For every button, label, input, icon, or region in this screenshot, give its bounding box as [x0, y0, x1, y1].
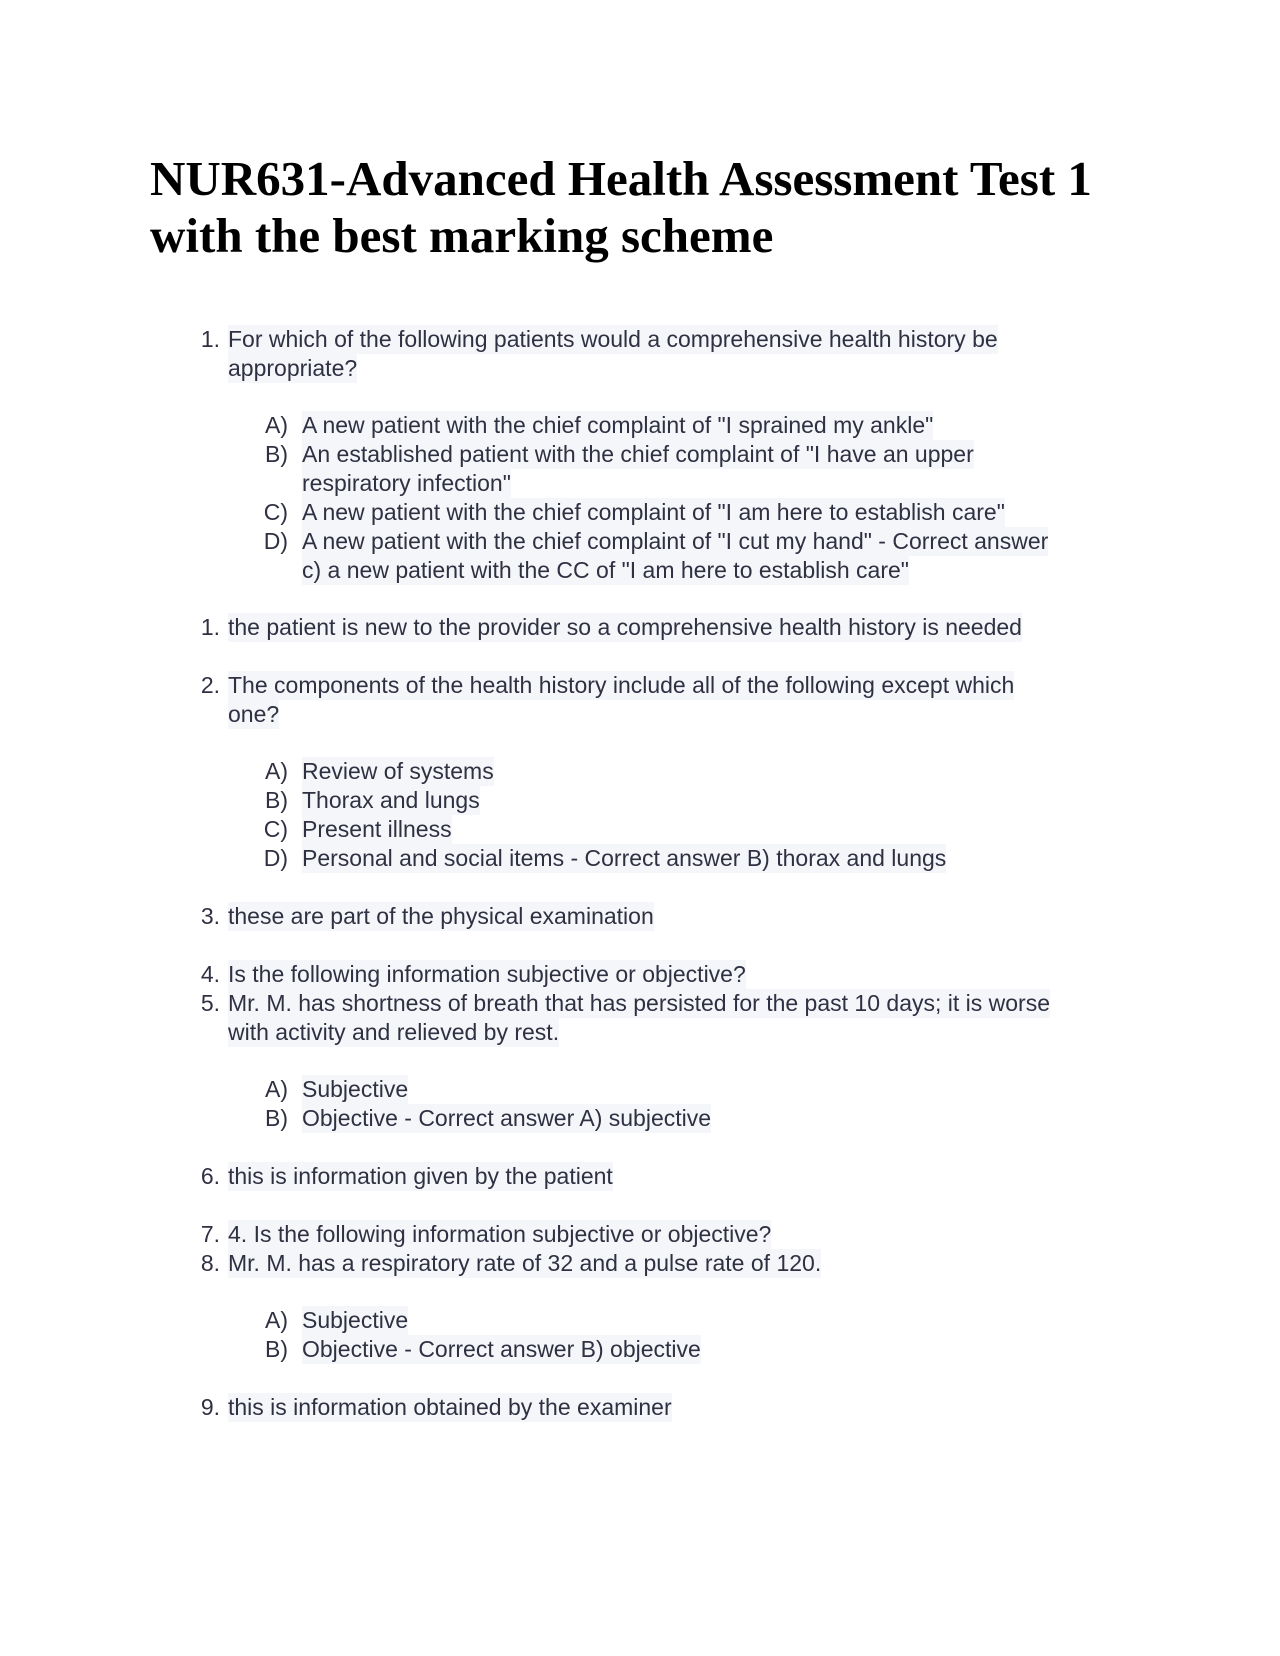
list-marker: 1. [200, 614, 220, 640]
document-title [150, 150, 1130, 264]
option-text: c) a new patient with the CC of "I am here to establish care" [302, 557, 909, 583]
option-marker: A) [265, 412, 288, 438]
option-text: A new patient with the chief complaint of "I am here to establish care" [302, 499, 1005, 525]
option-text: Subjective [302, 1307, 409, 1333]
list-marker: 6. [200, 1163, 220, 1189]
option-text: respiratory infection" [302, 470, 511, 496]
question-text: Mr. M. has shortness of breath that has persisted for the past 10 days; it is worse [228, 990, 1051, 1016]
option-marker: B) [265, 787, 288, 813]
option-marker: C) [263, 499, 288, 525]
option-text: Subjective [302, 1076, 409, 1102]
title-line-1: NUR631-Advanced Health Assessment Test 1 [150, 151, 1092, 206]
option-marker: B) [265, 1336, 288, 1362]
list-marker: 5. [200, 990, 220, 1016]
title-line-2: with the best marking scheme [150, 208, 774, 263]
list-marker: 8. [200, 1250, 220, 1276]
question-text: 4. Is the following information subjective or objective? [228, 1221, 772, 1247]
question-text: The components of the health history include all of the following except which [228, 672, 1015, 698]
option-marker: A) [265, 758, 288, 784]
question-text: with activity and relieved by rest. [228, 1019, 560, 1045]
option-marker: C) [263, 816, 288, 842]
option-text: Objective - Correct answer A) subjective [302, 1105, 712, 1131]
option-marker: B) [265, 441, 288, 467]
option-marker: D) [263, 528, 288, 554]
option-marker: D) [263, 845, 288, 871]
question-text: appropriate? [228, 355, 358, 381]
option-text: Thorax and lungs [302, 787, 480, 813]
option-text: Personal and social items - Correct answer B) thorax and lungs [302, 845, 947, 871]
list-marker: 4. [200, 961, 220, 987]
list-marker: 9. [200, 1394, 220, 1420]
list-marker: 1. [200, 326, 220, 352]
option-text: A new patient with the chief complaint of "I cut my hand" - Correct answer [302, 528, 1049, 554]
rationale-text: this is information obtained by the examiner [228, 1394, 672, 1420]
question-text: Mr. M. has a respiratory rate of 32 and a pulse rate of 120. [228, 1250, 822, 1276]
option-marker: A) [265, 1307, 288, 1333]
question-text: For which of the following patients would a comprehensive health history be [228, 326, 998, 352]
option-marker: B) [265, 1105, 288, 1131]
list-marker: 7. [200, 1221, 220, 1247]
rationale-text: these are part of the physical examination [228, 903, 654, 929]
question-text: one? [228, 701, 280, 727]
rationale-text: this is information given by the patient [228, 1163, 613, 1189]
list-marker: 3. [200, 903, 220, 929]
option-marker: A) [265, 1076, 288, 1102]
option-text: Review of systems [302, 758, 494, 784]
option-text: Objective - Correct answer B) objective [302, 1336, 701, 1362]
rationale-text: the patient is new to the provider so a comprehensive health history is needed [228, 614, 1022, 640]
list-marker: 2. [200, 672, 220, 698]
option-text: A new patient with the chief complaint of "I sprained my ankle" [302, 412, 934, 438]
option-text: Present illness [302, 816, 452, 842]
question-text: Is the following information subjective or objective? [228, 961, 746, 987]
option-text: An established patient with the chief complaint of "I have an upper [302, 441, 974, 467]
